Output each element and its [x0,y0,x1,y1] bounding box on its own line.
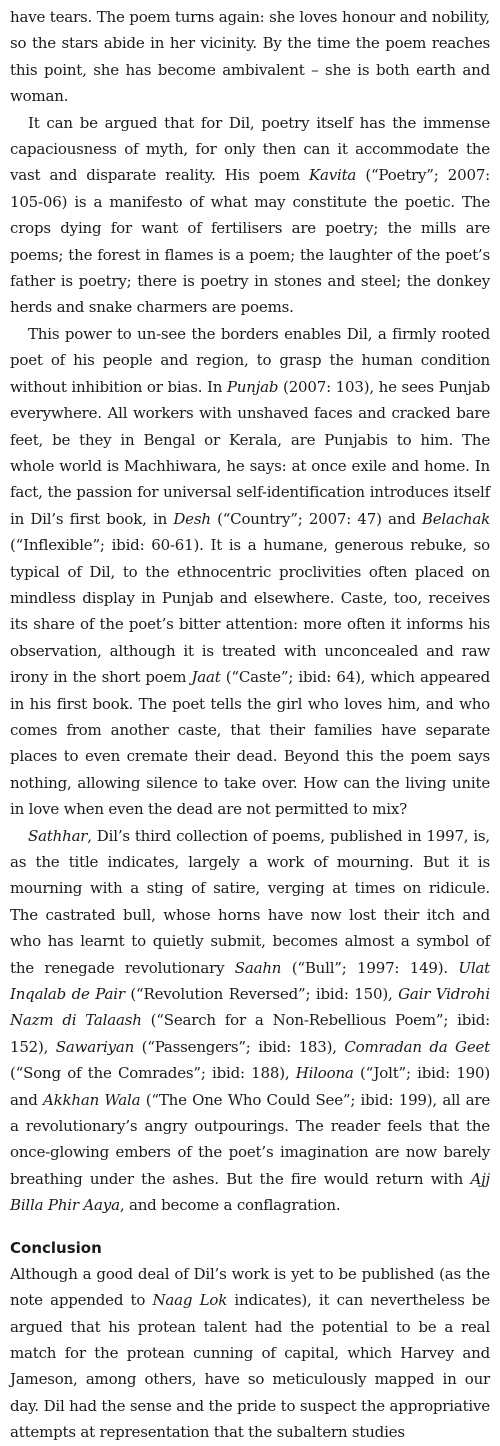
paragraph-1 [10,4,490,110]
italic-title: Belachak [421,509,491,528]
text-run: , and become a conflagration. [119,1196,341,1215]
text-run: indicates), it can nevertheless be argued that his protean talent had the potential to be a real match for the protean cunning of capital, which Harvey and Jameson, among others, have so meticulously mapped in our day. Dil had the sense and the pride to suspect the appropriative attempts at representation that the subaltern studies [10,1291,490,1442]
text-run: (“Bull”; 1997: 149). [281,958,459,977]
section-heading: Conclusion [10,1238,102,1257]
italic-title: Kavita [308,166,357,185]
conclusion-paragraph [10,1261,490,1446]
text-run: have tears. The poem turns again: she loves honour and nobility, so the stars abide in her vicinity. By the time the poem reaches this point, she has become ambivalent – she is both earth and woman. [10,8,490,106]
italic-title: Hiloona [295,1064,354,1083]
text-run: (“Country”; 2007: 47) and [210,509,422,528]
italic-title: Akkhan Wala [42,1090,141,1109]
italic-title: Desh [173,509,211,528]
text-run: (2007: 103), he sees Punjab everywhere. All workers with unshaved faces and cracked bare feet, be they in Bengal or Kerala, are Punjabis to him. The whole world is Machhiwara, he says: at once exile and home. In fact, the passion for universal self-identification introduces itself in Dil’s first book, in [10,377,490,528]
text-run: (“Poetry”; 2007: 105-06) is a manifesto of what may constitute the poetic. The crops dying for want of fertilisers are poetry; the mills are poems; the forest in flames is a poem; the laughter of the poet’s father is poetry; there is poetry in stones and steel; the donkey herds and snake charmers are poems. [10,166,491,317]
paragraph-2 [10,110,490,321]
text-run: It can be argued that for Dil, poetry itself has the immense capaciousness of myth, for only then can it accommodate the vast and disparate reality. His poem [10,113,490,185]
italic-title: Punjab [226,377,279,396]
paragraph-3 [10,321,490,823]
text-run: (“Jolt”; ibid: 190) and [10,1064,490,1109]
text-run: This power to un-see the borders enables Dil, a firmly rooted poet of his people and region, to grasp the human condition without inhibition or bias. In [10,324,490,396]
body-text [10,4,490,1219]
italic-title: Gair Vidrohi Nazm di Talaash [10,985,490,1030]
text-run: , Dil’s third collection of poems, published in 1997, is, as the title indicates, largely a work of mourning. But it is mourning with a sting of satire, verging at times on ridicule. The castrated bull, whose horns have now lost their itch and who has learnt to quietly submit, becomes almost a symbol of the renegade revolutionary [10,826,490,977]
text-run: (“Search for a Non-Rebellious Poem”; ibid: 152), [10,1011,490,1056]
italic-title: Saahn [234,958,282,977]
text-run: Although a good deal of Dil’s work is yet to be published (as the note appended to [10,1264,490,1310]
text-run: (“The One Who Could See”; ibid: 199), all are a revolutionary’s angry outpourings. The reader feels that the once-glowing embers of the poet’s imagination are now barely breathing under the ashes. But the fire would return with [10,1090,490,1188]
italic-title: Jaat [191,668,221,687]
paragraph-4 [10,823,490,1219]
italic-title: Sawariyan [55,1037,135,1056]
italic-title: Comradan da Geet [344,1037,490,1056]
text-run: (“Passengers”; ibid: 183), [134,1037,345,1056]
italic-title: Ulat Inqalab de Pair [10,958,490,1004]
italic-title: Sathhar [28,826,88,845]
italic-title: Ajj Billa Phir Aaya [10,1169,490,1215]
italic-title: Naag Lok [152,1291,228,1310]
text-run: (“Song of the Comrades”; ibid: 188), [10,1064,296,1083]
text-run: (“Revolution Reversed”; ibid: 150), [124,985,399,1004]
text-run: (“Caste”; ibid: 64), which appeared in his first book. The poet tells the girl who loves him, and who comes from another caste, that their families have separate places to even cremate their dead. Beyond this the poem says nothing, allowing silence to take over. How can the living unite in love when even the dead are not permitted to mix? [10,668,490,819]
text-run: (“Inflexible”; ibid: 60-61). It is a humane, generous rebuke, so typical of Dil, to the ethnocentric proclivities often placed on mindless display in Punjab and elsewhere. Caste, too, receives its share of the poet’s bitter attention: more often it informs his observation, although it is treated with unconcealed and raw irony in the short poem [10,536,490,687]
